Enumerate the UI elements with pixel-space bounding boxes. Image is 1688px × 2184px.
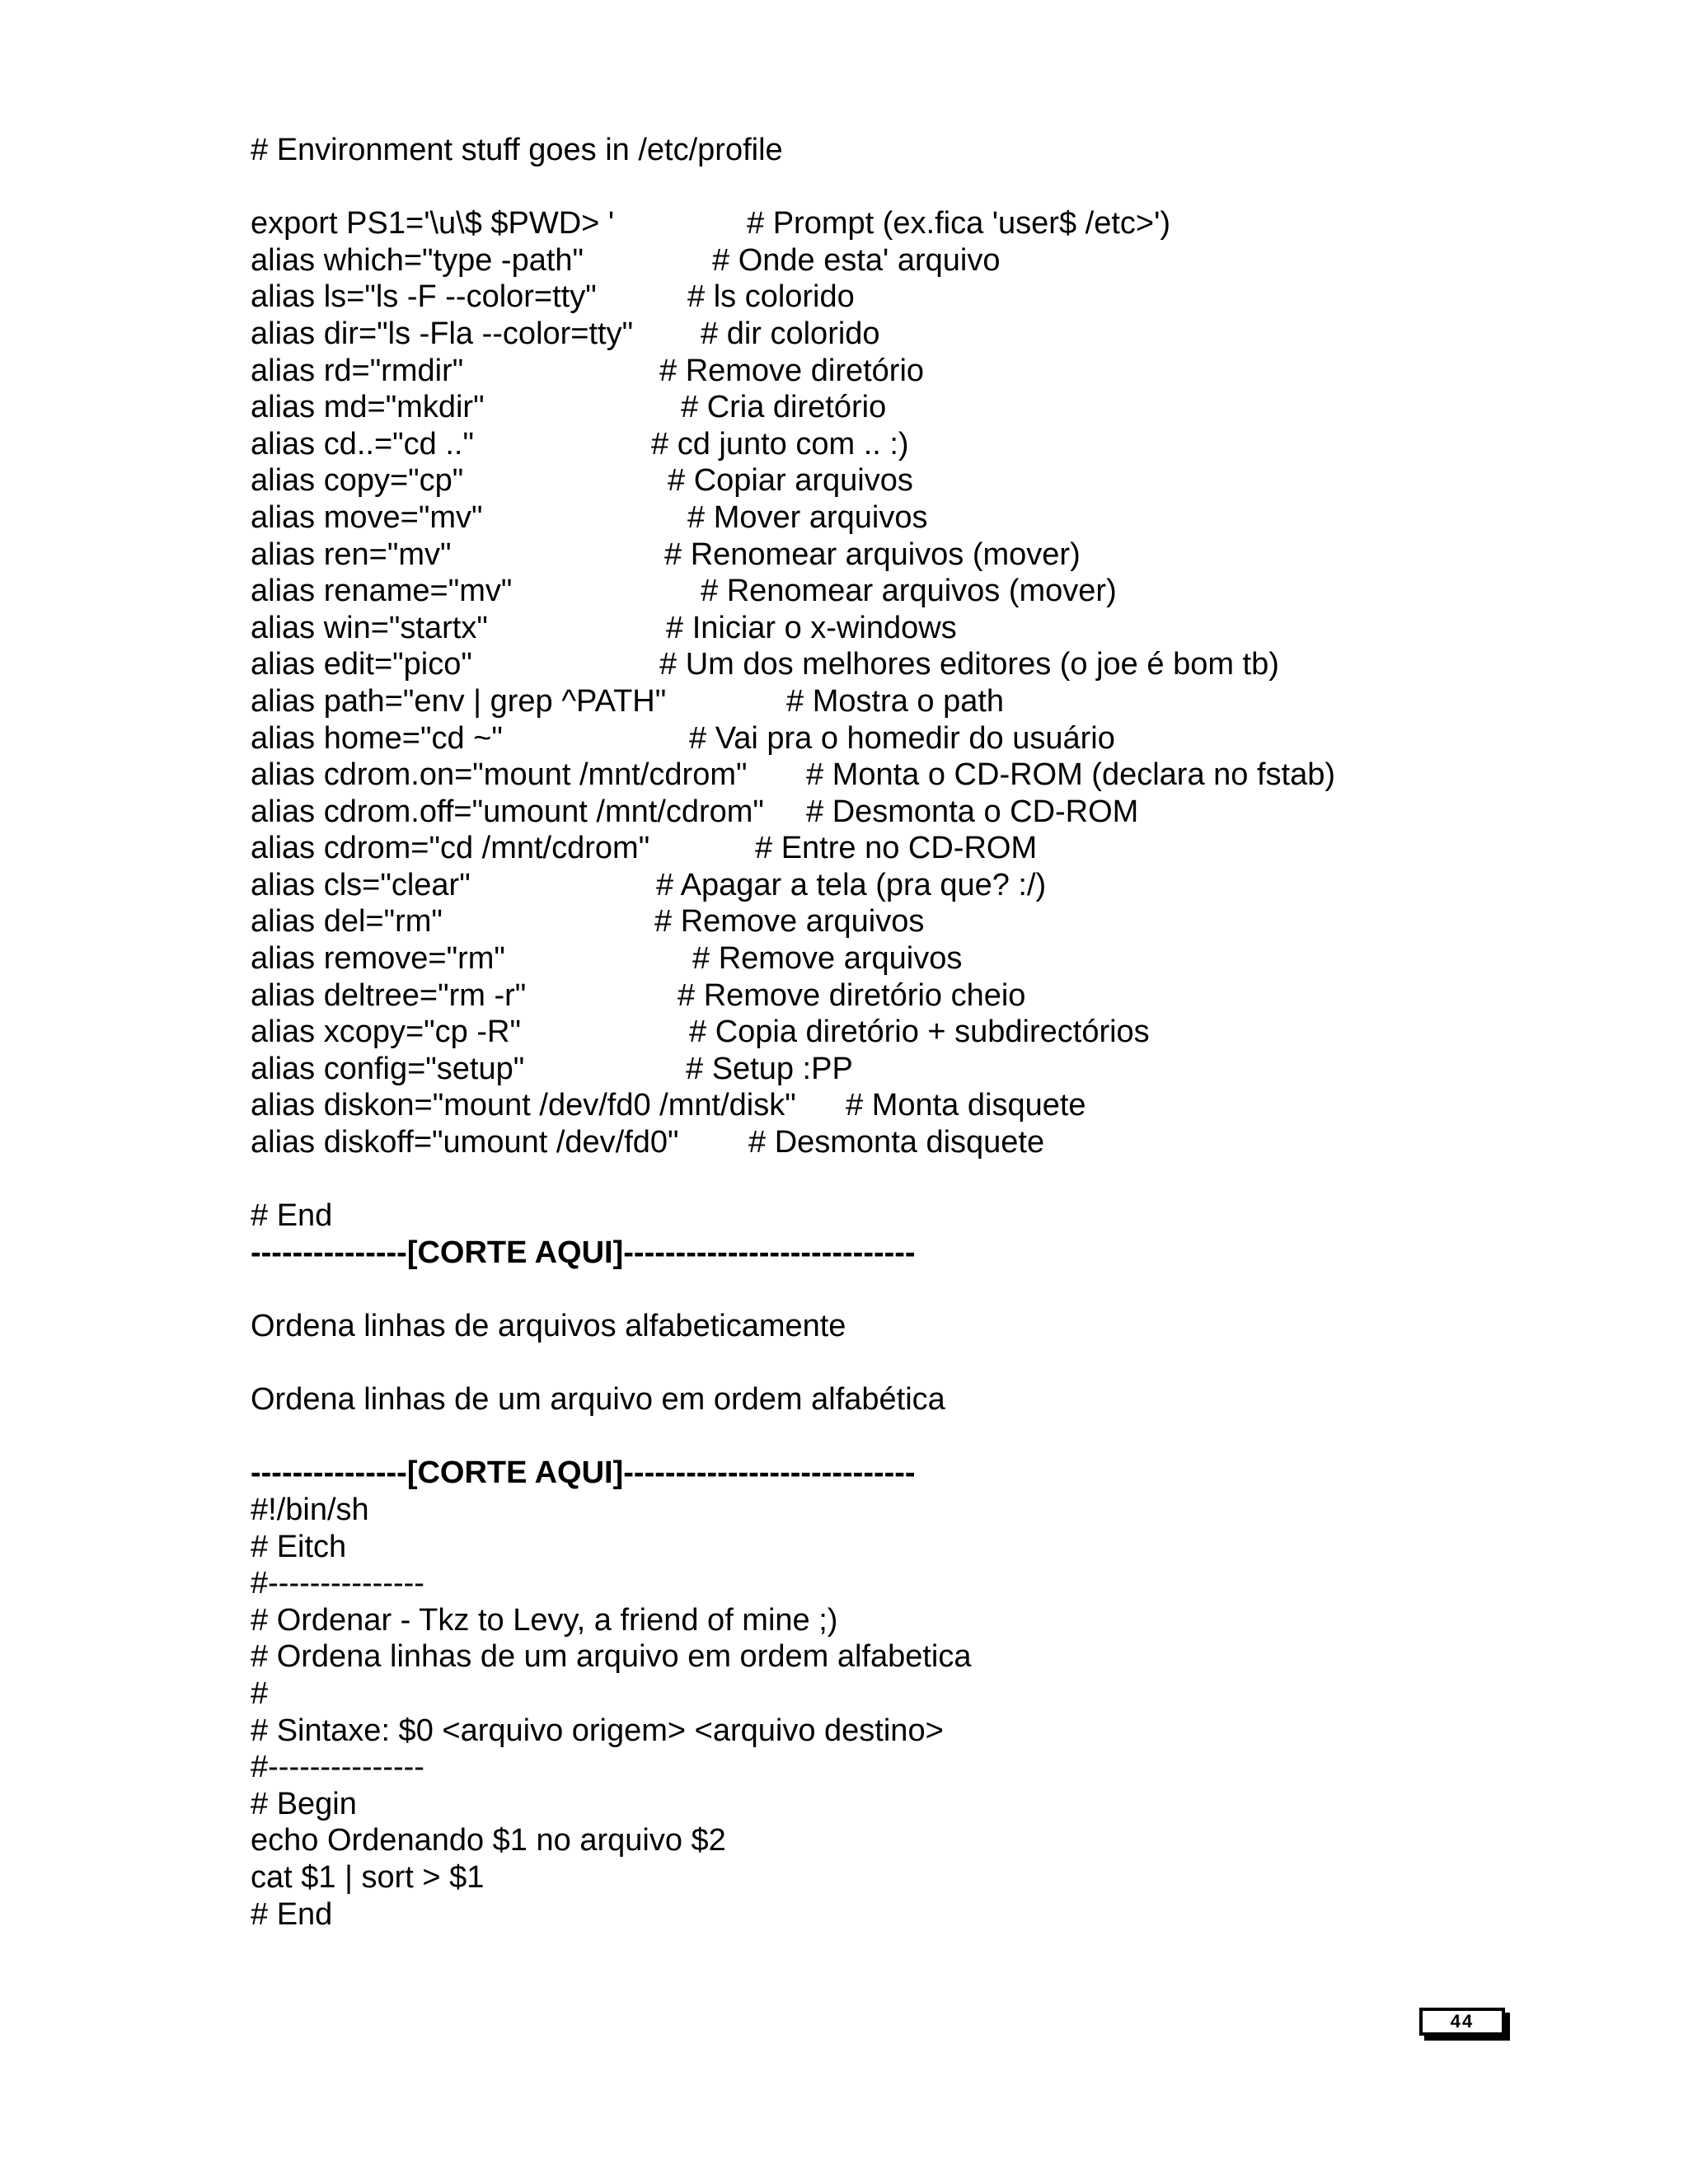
alias-comment: # Desmonta o CD-ROM	[806, 794, 1139, 829]
alias-command: export PS1='\u\$ $PWD> '	[251, 206, 615, 241]
script-line	[251, 1492, 1536, 1529]
alias-command: alias cdrom.off="umount /mnt/cdrom"	[251, 794, 764, 829]
alias-line	[251, 499, 1536, 537]
alias-comment: # Copiar arquivos	[668, 463, 913, 499]
cut-here-divider: ---------------[CORTE AQUI]----------------------------	[251, 1455, 916, 1491]
alias-comment: # Apagar a tela (pra que? :/)	[656, 867, 1047, 902]
alias-command: alias diskoff="umount /dev/fd0"	[251, 1125, 679, 1160]
alias-line	[251, 867, 1536, 904]
script-line-text: # Begin	[251, 1786, 357, 1821]
script-line	[251, 1859, 1536, 1896]
alias-line	[251, 610, 1536, 647]
alias-comment: # Prompt (ex.fica 'user$ /etc>')	[747, 206, 1170, 241]
document-content	[251, 132, 1536, 1933]
alias-comment: # Remove diretório	[659, 353, 925, 388]
script-line-text: #!/bin/sh	[251, 1492, 369, 1527]
alias-command: alias cd..="cd .."	[251, 426, 474, 462]
script-line-text: echo Ordenando $1 no arquivo $2	[251, 1823, 726, 1858]
alias-command: alias ls="ls -F --color=tty"	[251, 279, 597, 315]
alias-line	[251, 646, 1536, 683]
alias-comment: # Copia diretório + subdirectórios	[689, 1015, 1150, 1050]
alias-line	[251, 316, 1536, 353]
alias-command: alias which="type -path"	[251, 242, 584, 278]
alias-line	[251, 573, 1536, 610]
alias-comment: # Desmonta disquete	[748, 1125, 1045, 1160]
alias-command: alias md="mkdir"	[251, 390, 485, 425]
script-line	[251, 1602, 1536, 1639]
alias-line	[251, 720, 1536, 757]
alias-line	[251, 462, 1536, 499]
alias-comment: # Iniciar o x-windows	[666, 610, 957, 645]
end-comment: # End	[251, 1198, 333, 1234]
alias-comment: # Monta o CD-ROM (declara no fstab)	[806, 757, 1336, 793]
alias-command: alias cdrom="cd /mnt/cdrom"	[251, 831, 650, 866]
alias-line	[251, 830, 1536, 867]
alias-comment: # ls colorido	[687, 279, 855, 315]
alias-command: alias rd="rmdir"	[251, 353, 464, 388]
alias-command: alias rename="mv"	[251, 574, 513, 609]
alias-line	[251, 903, 1536, 940]
alias-command: alias home="cd ~"	[251, 720, 503, 756]
alias-command: alias path="env | grep ^PATH"	[251, 683, 667, 719]
blank-line	[251, 1418, 1536, 1455]
alias-command: alias copy="cp"	[251, 463, 464, 499]
alias-comment: # Remove arquivos	[654, 904, 925, 940]
section-title: Ordena linhas de arquivos alfabeticamente	[251, 1309, 846, 1343]
alias-command: alias deltree="rm -r"	[251, 977, 527, 1013]
script-line-text: #	[251, 1675, 269, 1711]
alias-comment: # Remove diretório cheio	[678, 977, 1026, 1013]
alias-command: alias cdrom.on="mount /mnt/cdrom"	[251, 757, 748, 793]
alias-line	[251, 389, 1536, 426]
alias-line	[251, 977, 1536, 1015]
page-number-badge	[1419, 2008, 1510, 2041]
blank-line	[251, 1345, 1536, 1382]
alias-line	[251, 426, 1536, 463]
script-line	[251, 1822, 1536, 1859]
script-line	[251, 1713, 1536, 1750]
alias-comment: # Renomear arquivos (mover)	[664, 537, 1081, 572]
script-line-text: # Eitch	[251, 1529, 347, 1564]
alias-comment: # Onde esta' arquivo	[712, 242, 1001, 278]
alias-line	[251, 940, 1536, 977]
script-line	[251, 1565, 1536, 1602]
alias-list	[251, 205, 1536, 1160]
page-number: 44	[1419, 2008, 1505, 2036]
alias-command: alias win="startx"	[251, 610, 488, 645]
alias-line	[251, 242, 1536, 279]
alias-comment: # Mover arquivos	[687, 499, 928, 535]
alias-comment: # Cria diretório	[681, 390, 887, 425]
alias-comment: # Entre no CD-ROM	[755, 831, 1038, 866]
alias-command: alias remove="rm"	[251, 941, 505, 977]
alias-command: alias cls="clear"	[251, 867, 471, 902]
script-line-text: # Ordenar - Tkz to Levy, a friend of mine ;)	[251, 1602, 838, 1638]
script-line-text: # End	[251, 1896, 333, 1932]
header-comment: # Environment stuff goes in /etc/profile	[251, 133, 783, 167]
alias-line	[251, 537, 1536, 574]
alias-comment: # cd junto com .. :)	[651, 426, 909, 462]
script-line	[251, 1786, 1536, 1823]
alias-line	[251, 1014, 1536, 1051]
script-line	[251, 1529, 1536, 1566]
alias-line	[251, 757, 1536, 794]
script-line	[251, 1675, 1536, 1713]
alias-line	[251, 1051, 1536, 1088]
alias-line	[251, 1087, 1536, 1124]
script-line-text: #---------------	[251, 1566, 424, 1601]
script-line-text: #---------------	[251, 1750, 424, 1785]
alias-comment: # Mostra o path	[786, 683, 1005, 719]
alias-command: alias edit="pico"	[251, 647, 472, 682]
script-listing	[251, 1492, 1536, 1933]
alias-comment: # Vai pra o homedir do usuário	[689, 720, 1115, 756]
blank-line	[251, 1271, 1536, 1308]
alias-command: alias move="mv"	[251, 499, 483, 535]
script-line-text: # Ordena linhas de um arquivo em ordem alfabetica	[251, 1639, 972, 1675]
alias-command: alias config="setup"	[251, 1051, 525, 1086]
alias-command: alias del="rm"	[251, 904, 443, 940]
alias-command: alias dir="ls -Fla --color=tty"	[251, 316, 634, 351]
cut-here-divider: ---------------[CORTE AQUI]----------------------------	[251, 1235, 916, 1270]
alias-line	[251, 683, 1536, 720]
alias-comment: # Um dos melhores editores (o joe é bom tb)	[659, 647, 1279, 682]
script-line-text: cat $1 | sort > $1	[251, 1859, 485, 1895]
alias-line	[251, 279, 1536, 316]
blank-line	[251, 169, 1536, 206]
blank-line	[251, 1161, 1536, 1198]
alias-line	[251, 794, 1536, 831]
script-line	[251, 1896, 1536, 1933]
alias-line	[251, 205, 1536, 242]
alias-line	[251, 353, 1536, 390]
alias-command: alias xcopy="cp -R"	[251, 1015, 521, 1050]
alias-comment: # Renomear arquivos (mover)	[701, 574, 1117, 609]
script-line	[251, 1638, 1536, 1675]
alias-command: alias diskon="mount /dev/fd0 /mnt/disk"	[251, 1088, 796, 1123]
alias-command: alias ren="mv"	[251, 537, 452, 572]
script-line	[251, 1749, 1536, 1786]
script-line-text: # Sintaxe: $0 <arquivo origem> <arquivo destino>	[251, 1713, 944, 1748]
alias-comment: # Remove arquivos	[692, 941, 963, 977]
alias-comment: # Setup :PP	[686, 1051, 853, 1086]
alias-line	[251, 1124, 1536, 1161]
alias-comment: # dir colorido	[701, 316, 880, 351]
section-description: Ordena linhas de um arquivo em ordem alfabética	[251, 1382, 945, 1418]
alias-comment: # Monta disquete	[846, 1088, 1086, 1123]
